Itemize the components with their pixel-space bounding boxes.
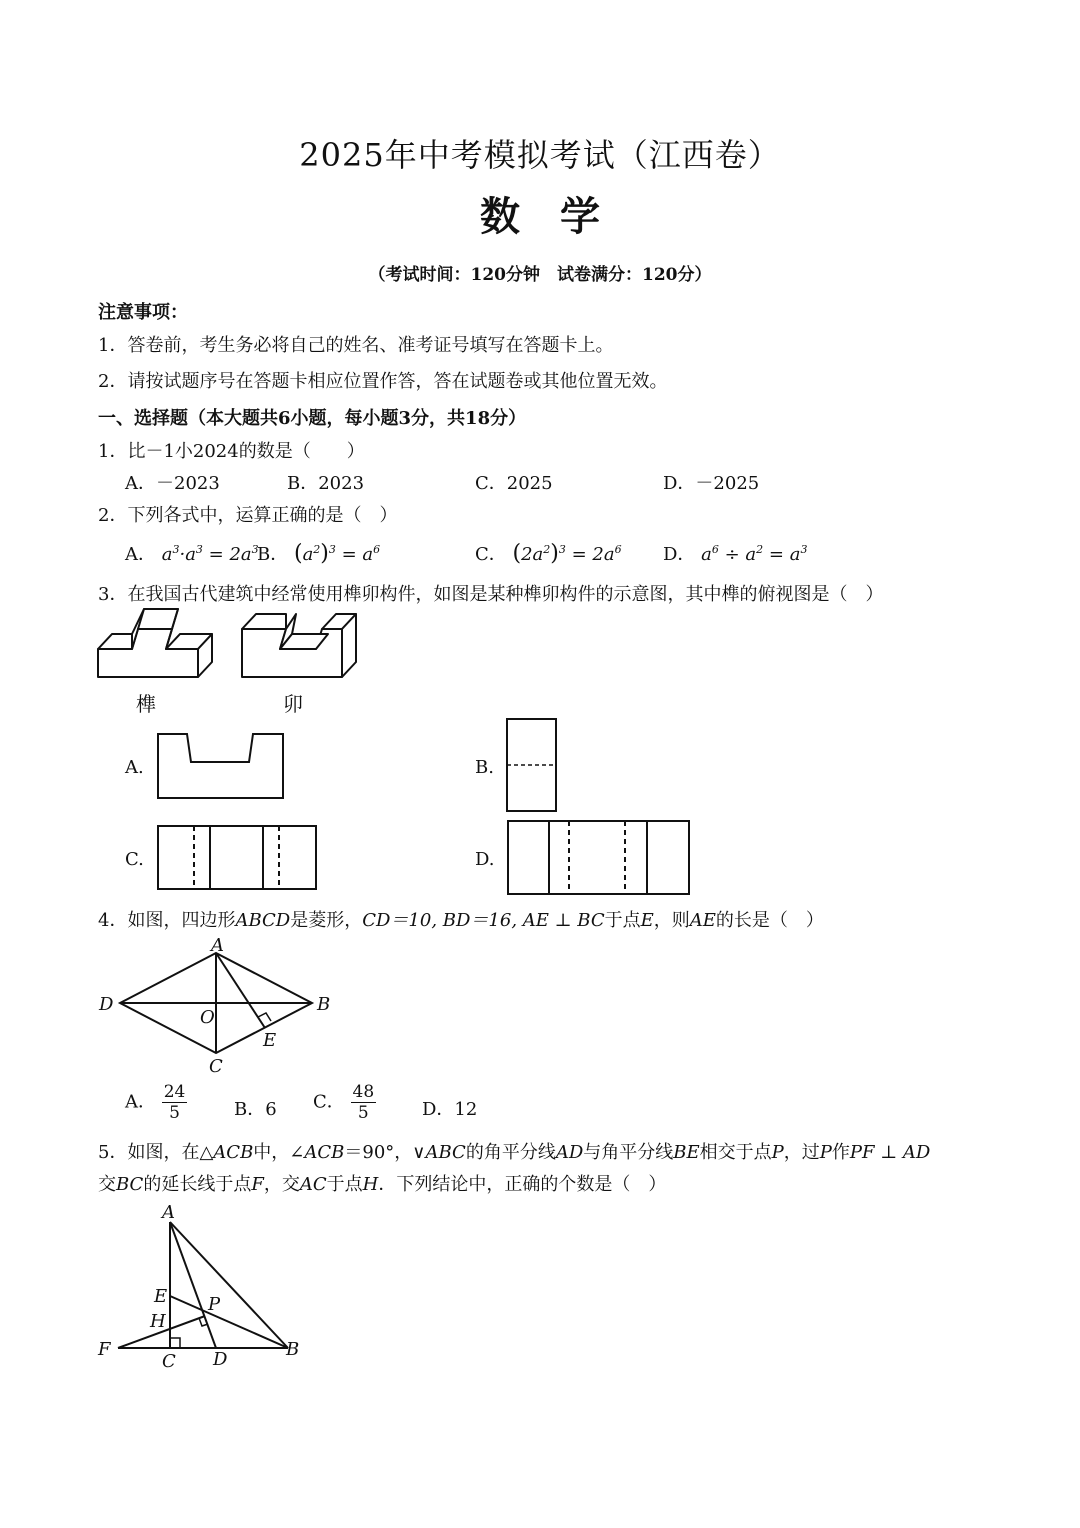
q2-stem: 2．下列各式中，运算正确的是（ ） bbox=[98, 505, 398, 526]
q2-option-a bbox=[125, 540, 259, 566]
q3-option-c-figure bbox=[157, 825, 319, 891]
q4-option-b: B．6 bbox=[234, 1099, 277, 1120]
q3-option-a-figure bbox=[157, 733, 285, 799]
q5-stem-line1: 5．如图，在△ACB中，∠ACB＝90°，∨ABC的角平分线AD与角平分线BE相交于点P，过P作PF ⊥ AD bbox=[98, 1142, 931, 1163]
q4-option-c-label: C． bbox=[313, 1091, 345, 1113]
tenon-label: 榫 bbox=[136, 692, 156, 716]
label-o: O bbox=[200, 1007, 215, 1028]
q3-option-b-figure bbox=[506, 718, 558, 813]
label-b: B bbox=[286, 1339, 300, 1360]
q1-option-d: D．－2025 bbox=[663, 473, 760, 494]
segment-ad bbox=[170, 1222, 216, 1348]
q3-option-c-label: C. bbox=[125, 849, 144, 870]
q3-stem: 3．在我国古代建筑中经常使用榫卯构件，如图是某种榫卯构件的示意图，其中榫的俯视图是（ ） bbox=[98, 584, 884, 605]
exam-meta: （考试时间：120分钟 试卷满分：120分） bbox=[368, 265, 712, 285]
q4-option-c bbox=[313, 1082, 376, 1123]
label-c: C bbox=[162, 1351, 176, 1372]
notice-item: 2．请按试题序号在答题卡相应位置作答，答在试题卷或其他位置无效。 bbox=[98, 371, 668, 392]
q4-stem-prefix: 4．如图，四边形 bbox=[98, 910, 236, 931]
q2-option-d-label: D． bbox=[663, 544, 696, 565]
q2-option-b-expr: $(a^2)^3 = a^6$ bbox=[293, 541, 381, 566]
segment-ae bbox=[216, 953, 265, 1028]
q2-option-a-label: A． bbox=[125, 544, 156, 565]
q1-stem: 1．比－1小2024的数是（ ） bbox=[98, 441, 365, 462]
q4-stem-end: 的长是（ ） bbox=[715, 910, 824, 931]
mortise-figure bbox=[240, 606, 365, 681]
label-c: C bbox=[209, 1056, 223, 1077]
q5-stem-line2: 交BC的延长线于点F，交AC于点H．下列结论中，正确的个数是（ ） bbox=[98, 1174, 667, 1195]
q2-option-c-label: C． bbox=[475, 544, 507, 565]
q1-option-a: A．－2023 bbox=[125, 473, 220, 494]
q2-option-d-expr: $a^6 \div a^2 = a^3$ bbox=[701, 543, 808, 565]
triangle-figure bbox=[96, 1200, 316, 1375]
segment-ab bbox=[170, 1222, 288, 1348]
q4-option-d: D．12 bbox=[422, 1099, 478, 1120]
label-f: F bbox=[98, 1339, 111, 1360]
label-d: D bbox=[213, 1349, 228, 1370]
q4-option-a bbox=[125, 1082, 187, 1123]
q4-stem-then: ，则 bbox=[653, 910, 690, 931]
exam-title: 2025年中考模拟考试（江西卷） bbox=[299, 136, 781, 174]
label-p: P bbox=[208, 1294, 221, 1315]
q3-option-d-figure bbox=[507, 820, 692, 896]
label-a: A bbox=[211, 935, 224, 956]
rhombus-figure bbox=[96, 935, 336, 1075]
label-h: H bbox=[150, 1311, 166, 1332]
subject-title: 数学 bbox=[480, 193, 640, 240]
q2-option-b-label: B． bbox=[257, 544, 289, 565]
notice-item: 1．答卷前，考生务必将自己的姓名、准考证号填写在答题卡上。 bbox=[98, 335, 614, 356]
q4-stem-condition: CD＝10, BD＝16, AE ⊥ BC bbox=[362, 910, 605, 931]
label-a: A bbox=[162, 1202, 175, 1223]
q2-option-c-expr: $(2a^2)^3 = 2a^6$ bbox=[512, 541, 622, 566]
q4-stem-mid: 是菱形， bbox=[290, 910, 363, 931]
q1-option-c: C．2025 bbox=[475, 473, 553, 494]
notice-heading: 注意事项： bbox=[98, 302, 188, 323]
q4-stem-abcd: ABCD bbox=[235, 910, 291, 931]
q3-option-a-label: A. bbox=[125, 757, 144, 778]
q4-option-a-fraction: $\frac{24}{5}$ bbox=[163, 1082, 186, 1123]
q3-option-d-label: D. bbox=[475, 849, 495, 870]
section-heading: 一、选择题（本大题共6小题，每小题3分，共18分） bbox=[98, 408, 527, 429]
q4-stem-at: 于点 bbox=[604, 910, 641, 931]
q4-stem-ae: AE bbox=[689, 910, 716, 931]
q1-option-b: B．2023 bbox=[287, 473, 365, 494]
right-angle-mark-c bbox=[170, 1338, 180, 1348]
mortise-label: 卯 bbox=[283, 692, 303, 716]
label-e: E bbox=[263, 1030, 277, 1051]
q4-option-c-fraction: $\frac{48}{5}$ bbox=[352, 1082, 375, 1123]
q3-option-b-label: B. bbox=[475, 757, 494, 778]
label-b: B bbox=[317, 994, 331, 1015]
q2-option-b bbox=[257, 540, 380, 566]
q4-stem bbox=[98, 906, 824, 932]
q4-option-a-label: A． bbox=[125, 1091, 156, 1113]
tenon-figure bbox=[96, 606, 221, 681]
q2-option-a-expr: $a^3\cdot a^3 = 2a^3$ bbox=[161, 543, 259, 565]
q4-stem-e: E bbox=[640, 910, 654, 931]
q2-option-c bbox=[475, 540, 622, 566]
label-d: D bbox=[99, 994, 114, 1015]
label-e: E bbox=[154, 1286, 168, 1307]
q2-option-d bbox=[663, 540, 807, 566]
